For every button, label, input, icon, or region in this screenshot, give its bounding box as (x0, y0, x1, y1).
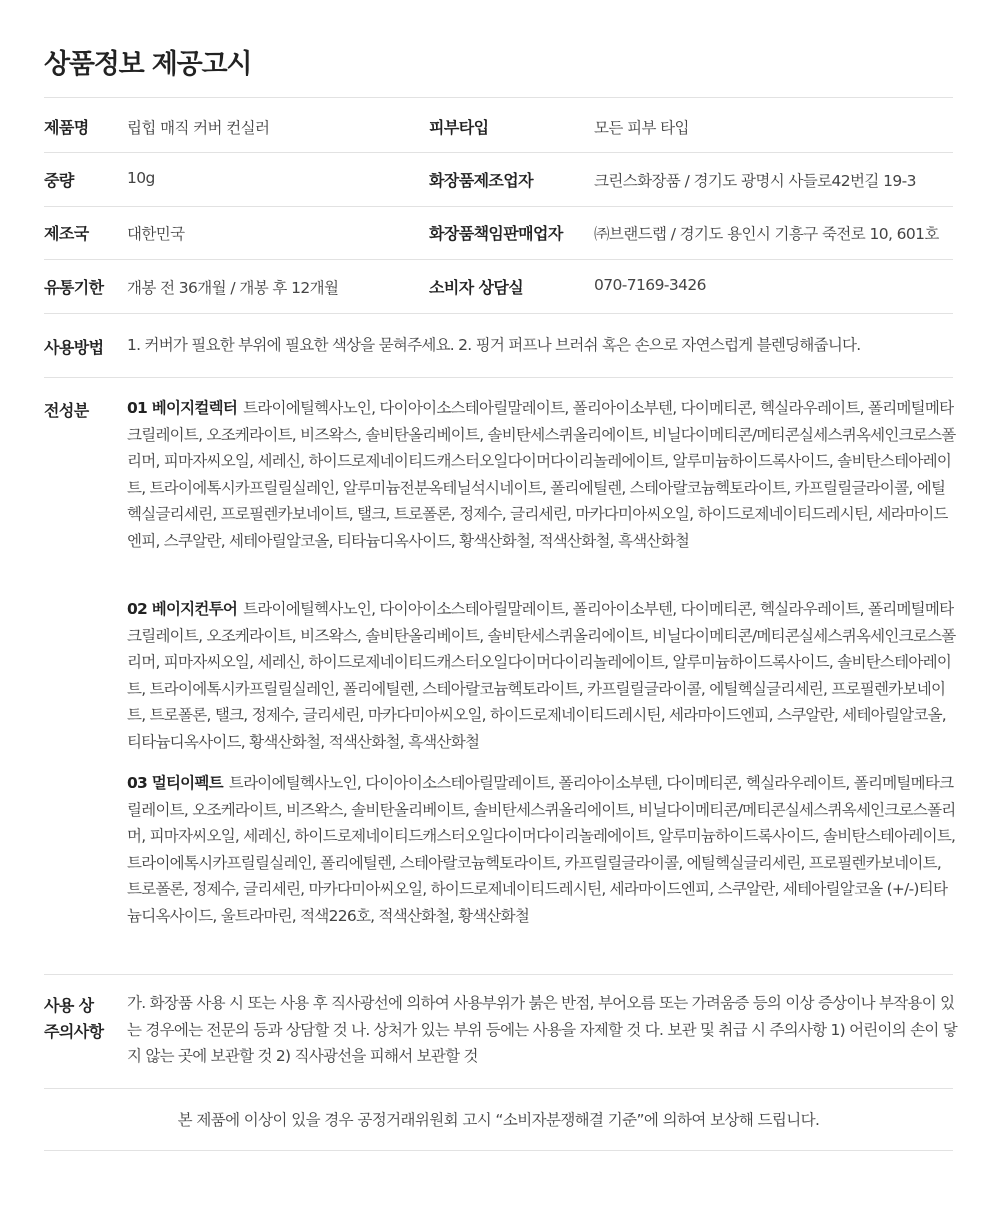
value-product-name: 립힙 매직 커버 컨실러 (127, 119, 270, 137)
label-caution-line1: 사용 상 (44, 996, 94, 1015)
label-consumer-center: 소비자 상담실 (429, 278, 524, 297)
divider (44, 313, 953, 314)
label-ingredients: 전성분 (44, 401, 89, 420)
value-responsible-seller: ㈜브랜드랩 / 경기도 용인시 기흥구 죽전로 10, 601호 (594, 225, 939, 243)
label-skin-type: 피부타입 (429, 118, 489, 137)
ingredient-list: 트라이에틸헥사노인, 다이아이소스테아릴말레이트, 폴리아이소부텐, 다이메티콘, 헥실라우레이트, 폴리메틸메타크릴레이트, 오조케라이트, 비즈왁스, 솔비탄올리베이트, 솔비탄세스퀴올리에이트, 비닐다이메티콘/메티콘실세스퀴옥세인크로스폴리머, 피마자씨오일, 세레신, 하이드로제네이티드캐스터오일다이머다이리놀레에이트, 알루미늄하이드록사이드, 솔비탄스테아레이트, 트라이에톡시카프릴릴실레인, 폴리에틸렌, 스테아랄코늄헥토라이트, 카프릴릴글라이콜, 에틸헥실글리세린, 프로필렌카보네이트, 트로폴론, 정제수, 글리세린, 마카다미아씨오일, 하이드로제네이티드레시틴, 세라마이드엔피, 스쿠알란, 세테아릴알코올 (+/-)티타늄디옥사이드, 울트라마린, 적색226호, 적색산화철, 황색산화철 (127, 774, 956, 925)
label-expiration: 유통기한 (44, 278, 104, 297)
label-product-name: 제품명 (44, 118, 89, 137)
ingredient-block (127, 770, 959, 929)
value-manufacturer: 크린스화장품 / 경기도 광명시 사들로42번길 19-3 (594, 172, 916, 190)
label-country: 제조국 (44, 224, 89, 243)
ingredient-shade-name: 01 베이지컬렉터 (127, 399, 238, 417)
ingredient-list: 트라이에틸헥사노인, 다이아이소스테아릴말레이트, 폴리아이소부텐, 다이메티콘, 헥실라우레이트, 폴리메틸메타크릴레이트, 오조케라이트, 비즈왁스, 솔비탄올리베이트, 솔비탄세스퀴올리에이트, 비닐다이메티콘/메티콘실세스퀴옥세인크로스폴리머, 피마자씨오일, 세레신, 하이드로제네이티드캐스터오일다이머다이리놀레에이트, 알루미늄하이드록사이드, 솔비탄스테아레이트, 트라이에톡시카프릴릴실레인, 알루미늄전분옥테닐석시네이트, 폴리에틸렌, 스테아랄코늄헥토라이트, 카프릴릴글라이콜, 에틸헥실글리세린, 프로필렌카보네이트, 탤크, 트로폴론, 정제수, 글리세린, 마카다미아씨오일, 하이드로제네이티드레시틴, 세라마이드엔피, 스쿠알란, 세테아릴알코올, 티타늄디옥사이드, 황색산화철, 적색산화철, 흑색산화철 (127, 399, 956, 550)
divider (44, 377, 953, 378)
divider (44, 974, 953, 975)
label-caution-line2: 주의사항 (44, 1022, 104, 1041)
caution-text: 가. 화장품 사용 시 또는 사용 후 직사광선에 의하여 사용부위가 붉은 반점, 부어오름 또는 가려움증 등의 이상 증상이나 부작용이 있는 경우에는 전문의 등과 상담할 것 나. 상처가 있는 부위 등에는 사용을 자제할 것 다. 보관 및 취급 시 주의사항 1) 어린이의 손이 닿지 않는 곳에 보관할 것 2) 직사광선을 피해서 보관할 것 (127, 994, 957, 1065)
usage-text: 1. 커버가 필요한 부위에 필요한 색상을 묻혀주세요. 2. 핑거 퍼프나 브러쉬 혹은 손으로 자연스럽게 블렌딩해줍니다. (127, 336, 861, 354)
divider (44, 1150, 953, 1151)
value-weight: 10g (127, 169, 155, 187)
divider (44, 259, 953, 260)
value-consumer-center: 070-7169-3426 (594, 276, 706, 294)
ingredient-list: 트라이에틸헥사노인, 다이아이소스테아릴말레이트, 폴리아이소부텐, 다이메티콘, 헥실라우레이트, 폴리메틸메타크릴레이트, 오조케라이트, 비즈왁스, 솔비탄올리베이트, 솔비탄세스퀴올리에이트, 비닐다이메티콘/메티콘실세스퀴옥세인크로스폴리머, 피마자씨오일, 세레신, 하이드로제네이티드캐스터오일다이머다이리놀레에이트, 알루미늄하이드록사이드, 솔비탄스테아레이트, 트라이에톡시카프릴릴실레인, 폴리에틸렌, 스테아랄코늄헥토라이트, 카프릴릴글라이콜, 에틸헥실글리세린, 프로필렌카보네이트, 트로폴론, 탤크, 정제수, 글리세린, 마카다미아씨오일, 하이드로제네이티드레시틴, 세라마이드엔피, 스쿠알란, 세테아릴알코올, 티타늄디옥사이드, 황색산화철, 적색산화철, 흑색산화철 (127, 600, 956, 751)
label-responsible-seller: 화장품책임판매업자 (429, 224, 563, 243)
ingredient-block (127, 395, 959, 554)
label-weight: 중량 (44, 171, 74, 190)
compensation-notice: 본 제품에 이상이 있을 경우 공정거래위원회 고시 “소비자분쟁해결 기준”에 의하여 보상해 드립니다. (177, 1111, 820, 1129)
value-skin-type: 모든 피부 타입 (594, 119, 689, 137)
label-usage: 사용방법 (44, 338, 104, 357)
ingredient-block (127, 596, 959, 755)
divider (44, 206, 953, 207)
value-expiration: 개봉 전 36개월 / 개봉 후 12개월 (127, 279, 339, 297)
ingredient-shade-name: 02 베이지컨투어 (127, 600, 238, 618)
divider (44, 152, 953, 153)
divider (44, 97, 953, 98)
page-title: 상품정보 제공고시 (44, 49, 252, 80)
divider (44, 1088, 953, 1089)
label-manufacturer: 화장품제조업자 (429, 171, 533, 190)
value-country: 대한민국 (127, 225, 185, 243)
ingredient-shade-name: 03 멀티이펙트 (127, 774, 223, 792)
